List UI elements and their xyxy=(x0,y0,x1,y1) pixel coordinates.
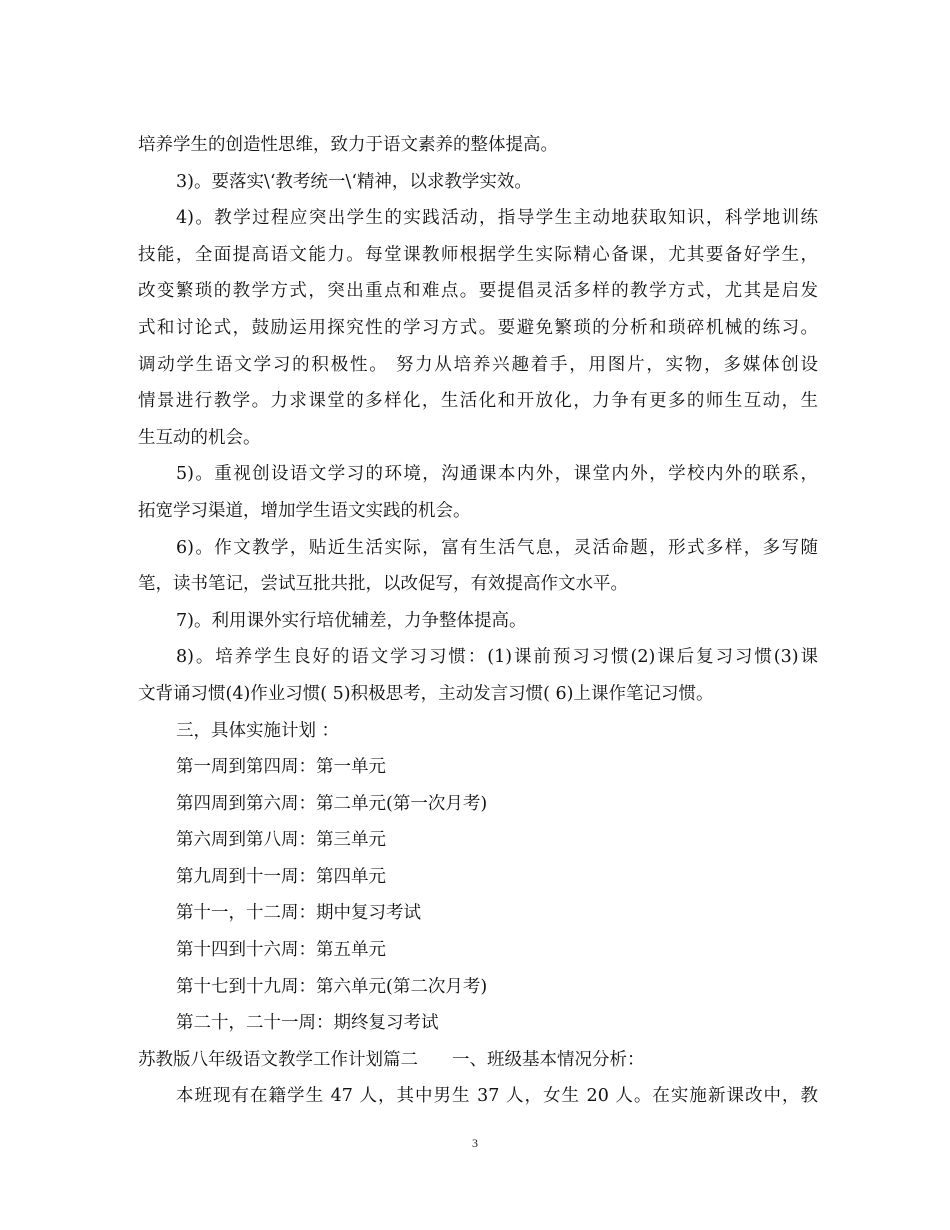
schedule-item: 第十一，十二周：期中复习考试 xyxy=(176,903,421,924)
paragraph-line: 培养学生的创造性思维，致力于语文素养的整体提高。 xyxy=(138,135,558,155)
paragraph-line: 5)。重视创设语文学习的环境，沟通课本内外，课堂内外，学校内外的联系， xyxy=(176,464,818,485)
schedule-item: 第九周到十一周：第四单元 xyxy=(176,866,386,887)
paragraph-line: 改变繁琐的教学方式，突出重点和难点。要提倡灵活多样的教学方式，尤其是启发 xyxy=(138,281,818,302)
schedule-item: 第二十，二十一周：期终复习考试 xyxy=(176,1013,439,1034)
paragraph-line: 情景进行教学。力求课堂的多样化，生活化和开放化，力争有更多的师生互动，生 xyxy=(138,391,818,412)
section-heading: 三，具体实施计划 ： xyxy=(176,720,340,741)
page-number: 3 xyxy=(472,1136,478,1150)
paragraph-line: 式和讨论式，鼓励运用探究性的学习方式。要避免繁琐的分析和琐碎机械的练习。 xyxy=(138,317,818,338)
paragraph-line: 6)。作文教学，贴近生活实际，富有生活气息，灵活命题，形式多样，多写随 xyxy=(176,537,818,558)
section-title-line xyxy=(138,1042,818,1079)
paragraph-line: 拓宽学习渠道，增加学生语文实践的机会。 xyxy=(138,500,471,521)
schedule-item: 第四周到第六周：第二单元(第一次月考) xyxy=(176,793,488,814)
paragraph-line: 3)。要落实\‘教考统一\‘精神，以求教学实效。 xyxy=(176,171,532,192)
paragraph-line: 本班现有在籍学生 47 人，其中男生 37 人，女生 20 人。在实施新课改中，教 xyxy=(176,1086,818,1107)
paragraph-line: 技能，全面提高语文能力。每堂课教师根据学生实际精心备课，尤其要备好学生， xyxy=(138,244,818,265)
schedule-item: 第一周到第四周：第一单元 xyxy=(176,757,386,778)
schedule-item: 第六周到第八周：第三单元 xyxy=(176,830,386,851)
document-subtitle: 苏教版八年级语文教学工作计划篇二 xyxy=(138,1049,418,1070)
paragraph-line: 调动学生语文学习的积极性。 努力从培养兴趣着手，用图片，实物，多媒体创设 xyxy=(138,354,818,375)
paragraph-line: 文背诵习惯(4)作业习惯( 5)积极思考，主动发言习惯( 6)上课作笔记习惯。 xyxy=(138,683,714,704)
section-heading: 一、班级基本情况分析： xyxy=(452,1049,645,1070)
paragraph-line: 4)。教学过程应突出学生的实践活动，指导学生主动地获取知识，科学地训练 xyxy=(176,208,818,229)
paragraph-line: 笔，读书笔记，尝试互批共批，以改促写，有效提高作文水平。 xyxy=(138,574,628,595)
paragraph-line: 8)。培养学生良好的语文学习习惯：(1)课前预习习惯(2)课后复习习惯(3)课 xyxy=(176,647,818,668)
paragraph-line: 7)。利用课外实行培优辅差，力争整体提高。 xyxy=(176,610,527,631)
schedule-item: 第十四到十六周：第五单元 xyxy=(176,940,386,961)
paragraph-line: 生互动的机会。 xyxy=(138,427,261,448)
schedule-item: 第十七到十九周：第六单元(第二次月考) xyxy=(176,976,488,997)
document-body xyxy=(138,127,818,1115)
